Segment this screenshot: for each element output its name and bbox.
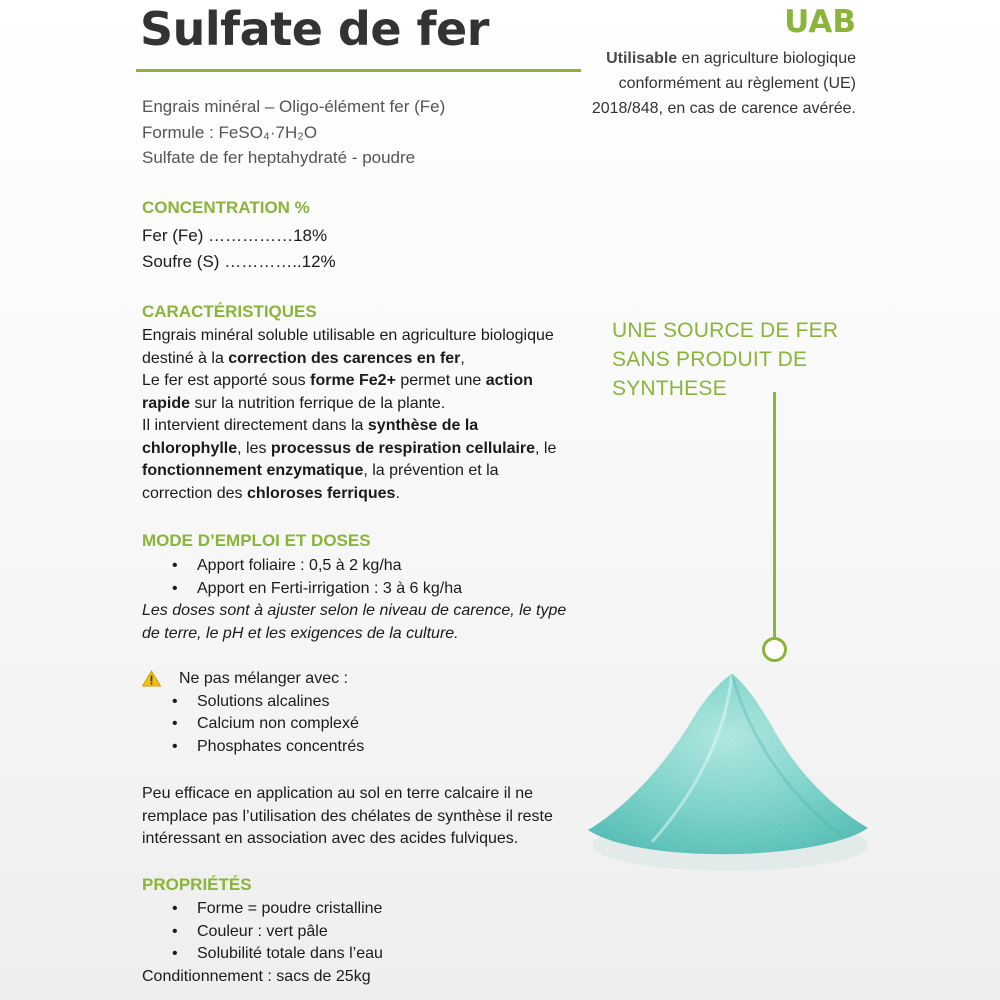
proprietes-section <box>142 898 383 988</box>
list-item-text: Forme = poudre cristalline <box>197 900 383 917</box>
list-item-text: Solubilité totale dans l’eau <box>197 945 383 962</box>
slogan-line: SYNTHESE <box>612 377 727 400</box>
carac-bold: synthèse de la <box>367 417 479 434</box>
sol-line: Peu efficace en application au sol en terre calcaire il ne <box>142 785 534 802</box>
list-item <box>142 943 383 966</box>
list-item <box>142 691 364 714</box>
list-item-text: Couleur : vert pâle <box>197 922 328 940</box>
list-item-text: Phosphates concentrés <box>197 737 365 755</box>
uab-description <box>556 46 856 121</box>
carac-bold: fonctionnement enzymatique <box>142 462 364 479</box>
bullet-icon: • <box>172 737 178 755</box>
product-intro <box>142 94 445 171</box>
concentration-heading: CONCENTRATION % <box>142 198 310 217</box>
uab-utilisable: Utilisable <box>606 50 678 67</box>
carac-span: destiné à la <box>142 349 229 367</box>
proprietes-list <box>142 898 383 966</box>
carac-span: , les <box>237 439 271 457</box>
list-item-text: Apport foliaire : 0,5 à 2 kg/ha <box>197 557 402 574</box>
bullet-icon: • <box>172 557 178 574</box>
carac-span: Il intervient directement dans la <box>142 417 368 434</box>
intro-formula: Formule : FeSO₄·7H₂O <box>142 122 318 142</box>
warning-section <box>142 668 364 758</box>
intro-type: Engrais minéral – Oligo-élément fer (Fe) <box>142 97 446 116</box>
page-title: Sulfate de fer <box>140 2 489 56</box>
uab-badge: UAB <box>784 4 856 40</box>
carac-span: Le fer est apporté sous <box>142 372 311 389</box>
carac-line <box>142 460 556 483</box>
bullet-icon: • <box>172 715 178 732</box>
sol-line: remplace pas l’utilisation des chélates de synthèse il reste <box>142 807 553 825</box>
carac-span: correction des <box>142 484 247 502</box>
slogan-line: UNE SOURCE DE FER <box>612 319 839 342</box>
list-item-text: Apport en Ferti-irrigation : 3 à 6 kg/ha <box>197 579 463 597</box>
carac-bold: forme Fe2+ <box>310 372 396 389</box>
carac-bold: chloroses ferriques <box>246 484 396 502</box>
side-slogan <box>612 316 838 403</box>
concentration-list <box>142 223 336 275</box>
bullet-icon: • <box>172 945 178 962</box>
caracteristiques-heading: CARACTÉRISTIQUES <box>142 302 317 321</box>
carac-bold: processus de respiration cellulaire <box>270 439 536 457</box>
list-item <box>142 736 364 759</box>
carac-line <box>142 415 556 438</box>
connector-line <box>773 392 776 638</box>
warning-line <box>142 668 364 691</box>
carac-span: , <box>460 349 465 367</box>
mode-heading: MODE D’EMPLOI ET DOSES <box>142 531 371 550</box>
bullet-icon: • <box>172 922 178 940</box>
caracteristiques-text <box>142 325 556 505</box>
carac-bold: chlorophylle <box>142 439 238 457</box>
carac-bold: action <box>485 372 533 389</box>
list-item <box>142 578 566 601</box>
concentration-s: Soufre (S) …………..12% <box>142 252 336 271</box>
sol-paragraph <box>142 783 553 851</box>
carac-line <box>142 393 556 416</box>
sol-line: intéressant en association avec des acides fulviques. <box>142 830 519 847</box>
mode-list <box>142 555 566 600</box>
warning-triangle-icon <box>142 670 161 687</box>
carac-span: permet une <box>395 372 486 389</box>
carac-line <box>142 348 556 371</box>
carac-bold: rapide <box>142 394 191 412</box>
proprietes-heading: PROPRIÉTÉS <box>142 875 252 894</box>
list-item <box>142 555 566 578</box>
packaging: Conditionnement : sacs de 25kg <box>142 967 371 985</box>
bullet-icon: • <box>172 579 178 597</box>
list-item <box>142 921 383 944</box>
carac-line <box>142 483 556 506</box>
carac-line: Engrais minéral soluble utilisable en agriculture biologique <box>142 327 554 344</box>
slogan-line: SANS PRODUIT DE <box>612 348 808 371</box>
bullet-icon: • <box>172 692 178 710</box>
list-item <box>142 713 364 736</box>
mode-note: de terre, le pH et les exigences de la culture. <box>142 624 459 642</box>
warning-list <box>142 691 364 759</box>
concentration-fe: Fer (Fe) ……………18% <box>142 226 328 245</box>
uab-description-rest: en agriculture biologique conformément au règlement (UE) 2018/848, en cas de carence avérée. <box>591 50 856 117</box>
title-underline <box>136 69 581 72</box>
powder-pile-image <box>582 660 872 880</box>
mode-section <box>142 555 566 645</box>
list-item <box>142 898 383 921</box>
carac-span: , la prévention et la <box>363 462 499 479</box>
bullet-icon: • <box>172 900 178 917</box>
carac-span: . <box>395 484 400 502</box>
connector-ring <box>762 637 787 662</box>
carac-bold: correction des carences en fer <box>228 349 461 367</box>
carac-span: , le <box>535 439 557 457</box>
list-item-text: Solutions alcalines <box>197 692 330 710</box>
carac-line <box>142 438 556 461</box>
carac-span: sur la nutrition ferrique de la plante. <box>190 394 446 412</box>
intro-form: Sulfate de fer heptahydraté - poudre <box>142 148 416 167</box>
carac-line <box>142 370 556 393</box>
mode-note: Les doses sont à ajuster selon le niveau de carence, le type <box>142 602 567 619</box>
warning-label: Ne pas mélanger avec : <box>179 670 348 687</box>
list-item-text: Calcium non complexé <box>197 715 359 732</box>
